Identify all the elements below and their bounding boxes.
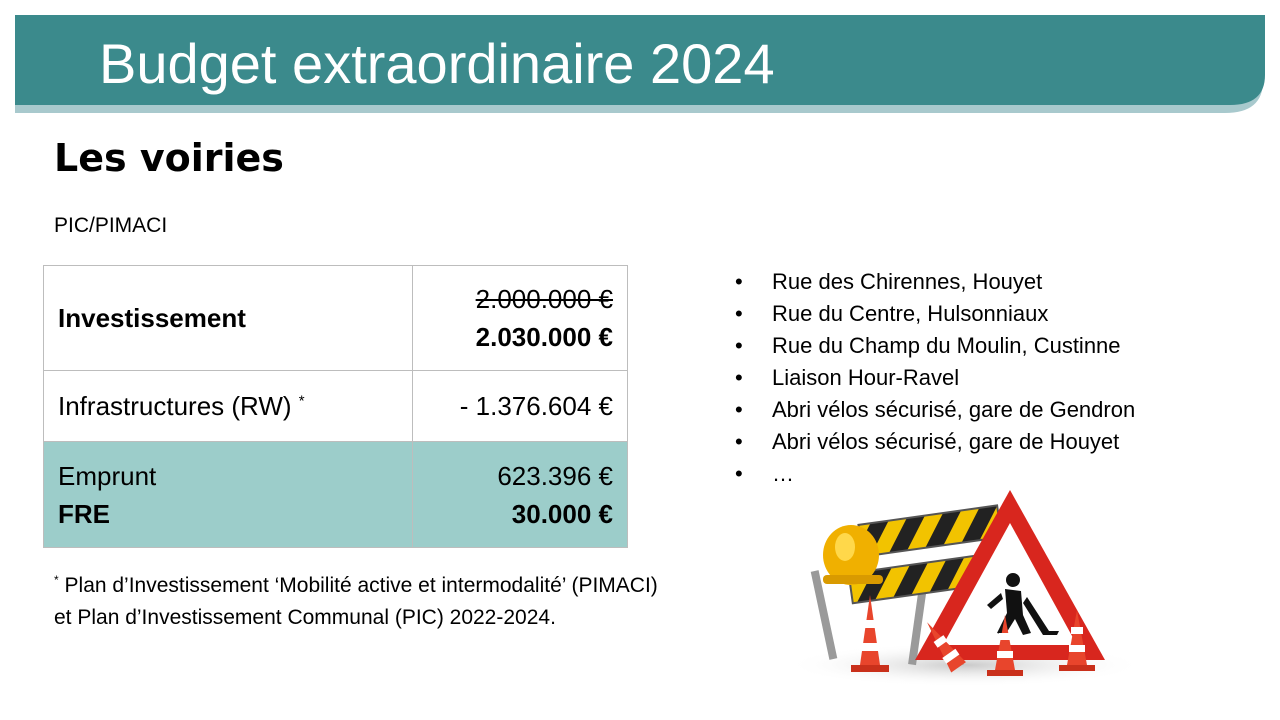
list-item bbox=[735, 362, 1135, 394]
infrastructures-value: - 1.376.604 € bbox=[413, 371, 628, 442]
title-band bbox=[15, 15, 1265, 111]
fre-label: FRE bbox=[58, 498, 110, 529]
bullet-icon: • bbox=[735, 461, 743, 486]
infrastructures-label-text: Infrastructures (RW) bbox=[58, 390, 292, 421]
table-row bbox=[44, 266, 628, 371]
section-heading: Les voiries bbox=[54, 136, 284, 180]
roadworks-illustration-icon bbox=[765, 485, 1150, 690]
footnote-line-1 bbox=[54, 564, 658, 602]
emprunt-value: 623.396 € bbox=[497, 460, 613, 491]
street-label: Liaison Hour-Ravel bbox=[772, 365, 960, 390]
table-row bbox=[44, 371, 628, 442]
footnote-marker: * bbox=[298, 391, 305, 409]
investissement-new-value: 2.030.000 € bbox=[475, 322, 613, 352]
list-item bbox=[735, 426, 1135, 458]
street-label: … bbox=[772, 461, 794, 486]
bullet-icon: • bbox=[735, 365, 743, 390]
bullet-icon: • bbox=[735, 333, 743, 358]
fre-value: 30.000 € bbox=[511, 498, 613, 529]
section-subheading: PIC/PIMACI bbox=[54, 214, 168, 237]
street-label: Abri vélos sécurisé, gare de Houyet bbox=[772, 429, 1120, 454]
footnote bbox=[54, 564, 658, 634]
street-list bbox=[735, 266, 1135, 490]
slide-title: Budget extraordinaire 2024 bbox=[99, 32, 775, 95]
investissement-old-value: 2.000.000 € bbox=[475, 284, 613, 314]
footnote-text-1: Plan d’Investissement ‘Mobilité active et intermodalité’ (PIMACI) bbox=[64, 574, 658, 597]
street-label: Rue des Chirennes, Houyet bbox=[772, 269, 1043, 294]
emprunt-fre-values bbox=[413, 442, 628, 548]
bullet-icon: • bbox=[735, 301, 743, 326]
budget-table bbox=[43, 265, 628, 548]
table-row bbox=[44, 442, 628, 548]
emprunt-fre-labels bbox=[44, 442, 413, 548]
street-label: Rue du Champ du Moulin, Custinne bbox=[772, 333, 1121, 358]
bullet-icon: • bbox=[735, 269, 743, 294]
bullet-icon: • bbox=[735, 397, 743, 422]
bullet-icon: • bbox=[735, 429, 743, 454]
investissement-label-text: Investissement bbox=[58, 302, 246, 333]
list-item bbox=[735, 298, 1135, 330]
investissement-label bbox=[44, 266, 413, 371]
street-label: Abri vélos sécurisé, gare de Gendron bbox=[772, 397, 1136, 422]
investissement-value-cell bbox=[413, 266, 628, 371]
footnote-marker: * bbox=[54, 573, 59, 587]
list-item bbox=[735, 266, 1135, 298]
emprunt-label: Emprunt bbox=[58, 460, 157, 491]
list-item bbox=[735, 330, 1135, 362]
street-label: Rue du Centre, Hulsonniaux bbox=[772, 301, 1049, 326]
list-item bbox=[735, 394, 1135, 426]
footnote-text-2: et Plan d’Investissement Communal (PIC) 2022-2024. bbox=[54, 606, 556, 629]
infrastructures-label bbox=[44, 371, 413, 442]
